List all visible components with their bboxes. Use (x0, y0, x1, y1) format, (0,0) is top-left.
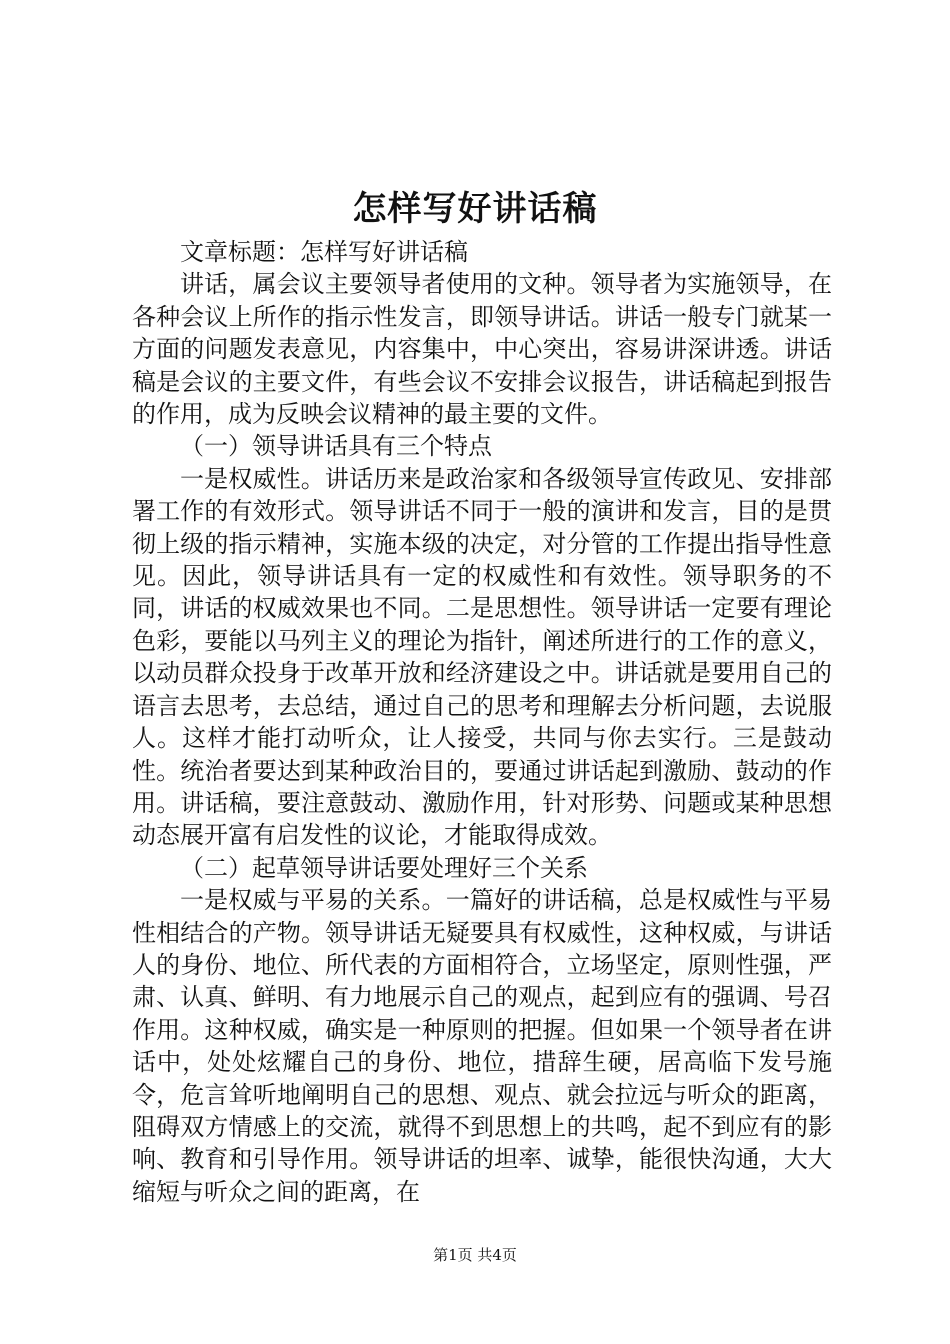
section-heading-1: （一）领导讲话具有三个特点 (180, 432, 492, 461)
document-title: 怎样写好讲话稿 (352, 189, 598, 229)
paragraph-features: 一是权威性。讲话历来是政治家和各级领导宣传政见、安排部署工作的有效形式。领导讲话不同于一般的演讲和发言，目的是贯彻上级的指示精神，实施本级的决定，对分管的工作提出指导性意见。因此，领导讲话具有一定的权威性和有效性。领导职务的不同，讲话的权威效果也不同。二是思想性。领导讲话一定要有理论色彩，要能以马列主义的理论为指针，阐述所进行的工作的意义，以动员群众投身于改革开放和经济建设之中。讲话就是要用自己的语言去思考，去总结，通过自己的思考和理解去分析问题，去说服人。这样才能打动听众，让人接受，共同与你去实行。三是鼓动性。统治者要达到某种政治目的，要通过讲话起到激励、鼓动的作用。讲话稿，要注意鼓动、激励作用，针对形势、问题或某种思想动态展开富有启发性的议论，才能取得成效。 (132, 464, 832, 850)
page-footer: 第1页 共4页 (433, 1246, 517, 1264)
document-body (132, 236, 832, 1208)
section-heading-2: （二）起草领导讲话要处理好三个关系 (180, 853, 588, 882)
article-title-line: 文章标题：怎样写好讲话稿 (180, 238, 468, 266)
paragraph-relations: 一是权威与平易的关系。一篇好的讲话稿，总是权威性与平易性相结合的产物。领导讲话无疑要具有权威性，这种权威，与讲话人的身份、地位、所代表的方面相符合，立场坚定，原则性强，严肃、认真、鲜明、有力地展示自己的观点，起到应有的强调、号召作用。这种权威，确实是一种原则的把握。但如果一个领导者在讲话中，处处炫耀自己的身份、地位，措辞生硬，居高临下发号施令，危言耸听地阐明自己的思想、观点、就会拉远与听众的距离，阻碍双方情感上的交流，就得不到思想上的共鸣，起不到应有的影响、教育和引导作用。领导讲话的坦率、诚挚，能很快沟通，大大缩短与听众之间的距离，在 (132, 886, 832, 1206)
paragraph-intro: 讲话，属会议主要领导者使用的文种。领导者为实施领导，在各种会议上所作的指示性发言，即领导讲话。讲话一般专门就某一方面的问题发表意见，内容集中，中心突出，容易讲深讲透。讲话稿是会议的主要文件，有些会议不安排会议报告，讲话稿起到报告的作用，成为反映会议精神的最主要的文件。 (132, 270, 832, 429)
